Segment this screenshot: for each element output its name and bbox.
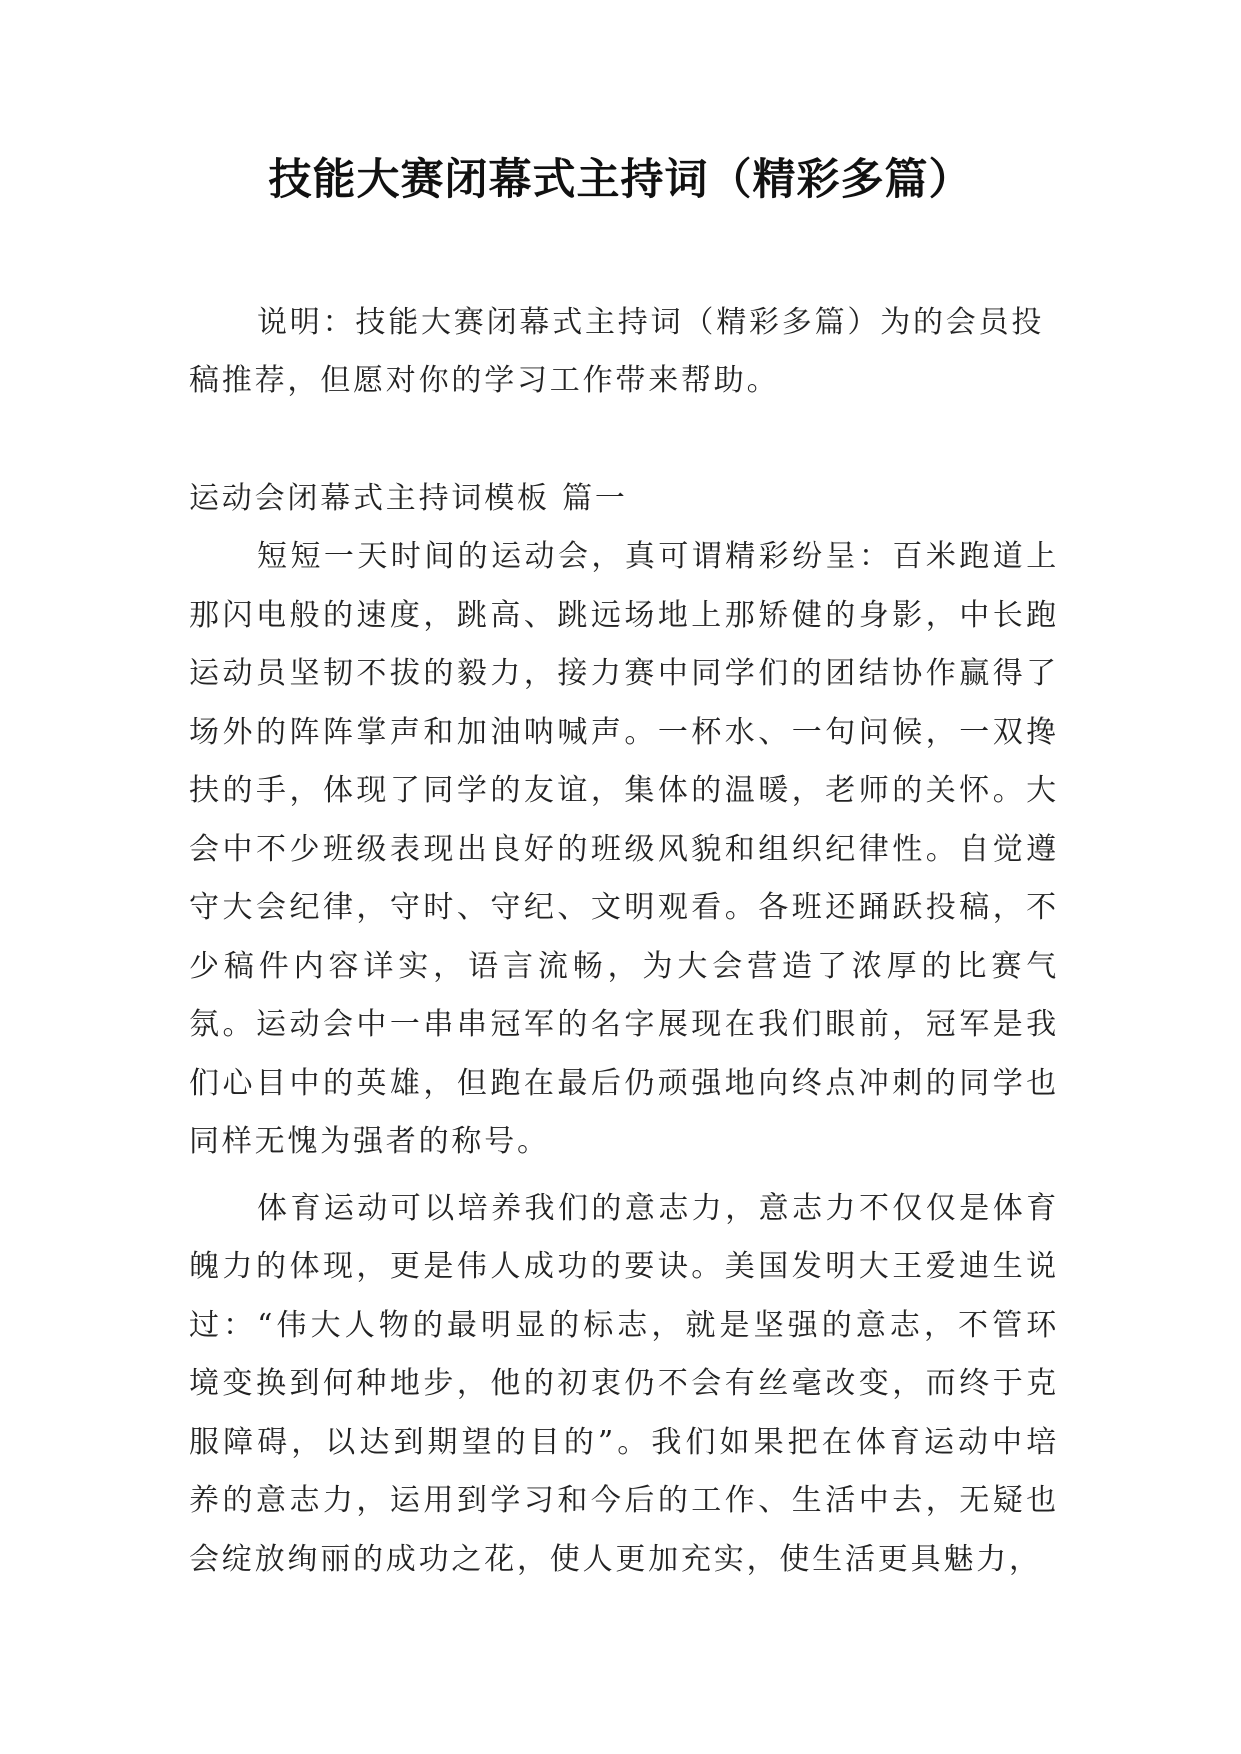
section-heading: 运动会闭幕式主持词模板 篇一	[189, 481, 628, 516]
document-title: 技能大赛闭幕式主持词（精彩多篇）	[268, 155, 973, 205]
intro-paragraph: 说明：技能大赛闭幕式主持词（精彩多篇）为的会员投稿推荐，但愿对你的学习工作带来帮助。	[189, 305, 1045, 398]
body-paragraph-1: 短短一天时间的运动会，真可谓精彩纷呈：百米跑道上那闪电般的速度，跳高、跳远场地上那矫健的身影，中长跑运动员坚韧不拔的毅力，接力赛中同学们的团结协作赢得了场外的阵阵掌声和加油呐喊声。一杯水、一句问候，一双搀扶的手，体现了同学的友谊，集体的温暖，老师的关怀。大会中不少班级表现出良好的班级风貌和组织纪律性。自觉遵守大会纪律，守时、守纪、文明观看。各班还踊跃投稿，不少稿件内容详实，语言流畅，为大会营造了浓厚的比赛气氛。运动会中一串串冠军的名字展现在我们眼前，冠军是我们心目中的英雄，但跑在最后仍顽强地向终点冲刺的同学也同样无愧为强者的称号。	[189, 539, 1059, 1159]
body-paragraph-2: 体育运动可以培养我们的意志力，意志力不仅仅是体育魄力的体现，更是伟人成功的要诀。美国发明大王爱迪生说过：“伟大人物的最明显的标志，就是坚强的意志，不管环境变换到何种地步，他的初衷仍不会有丝毫改变，而终于克服障碍，以达到期望的目的”。我们如果把在体育运动中培养的意志力，运用到学习和今后的工作、生活中去，无疑也会绽放绚丽的成功之花，使人更加充实，使生活更具魅力，	[189, 1190, 1059, 1577]
article-section	[189, 470, 1059, 1589]
